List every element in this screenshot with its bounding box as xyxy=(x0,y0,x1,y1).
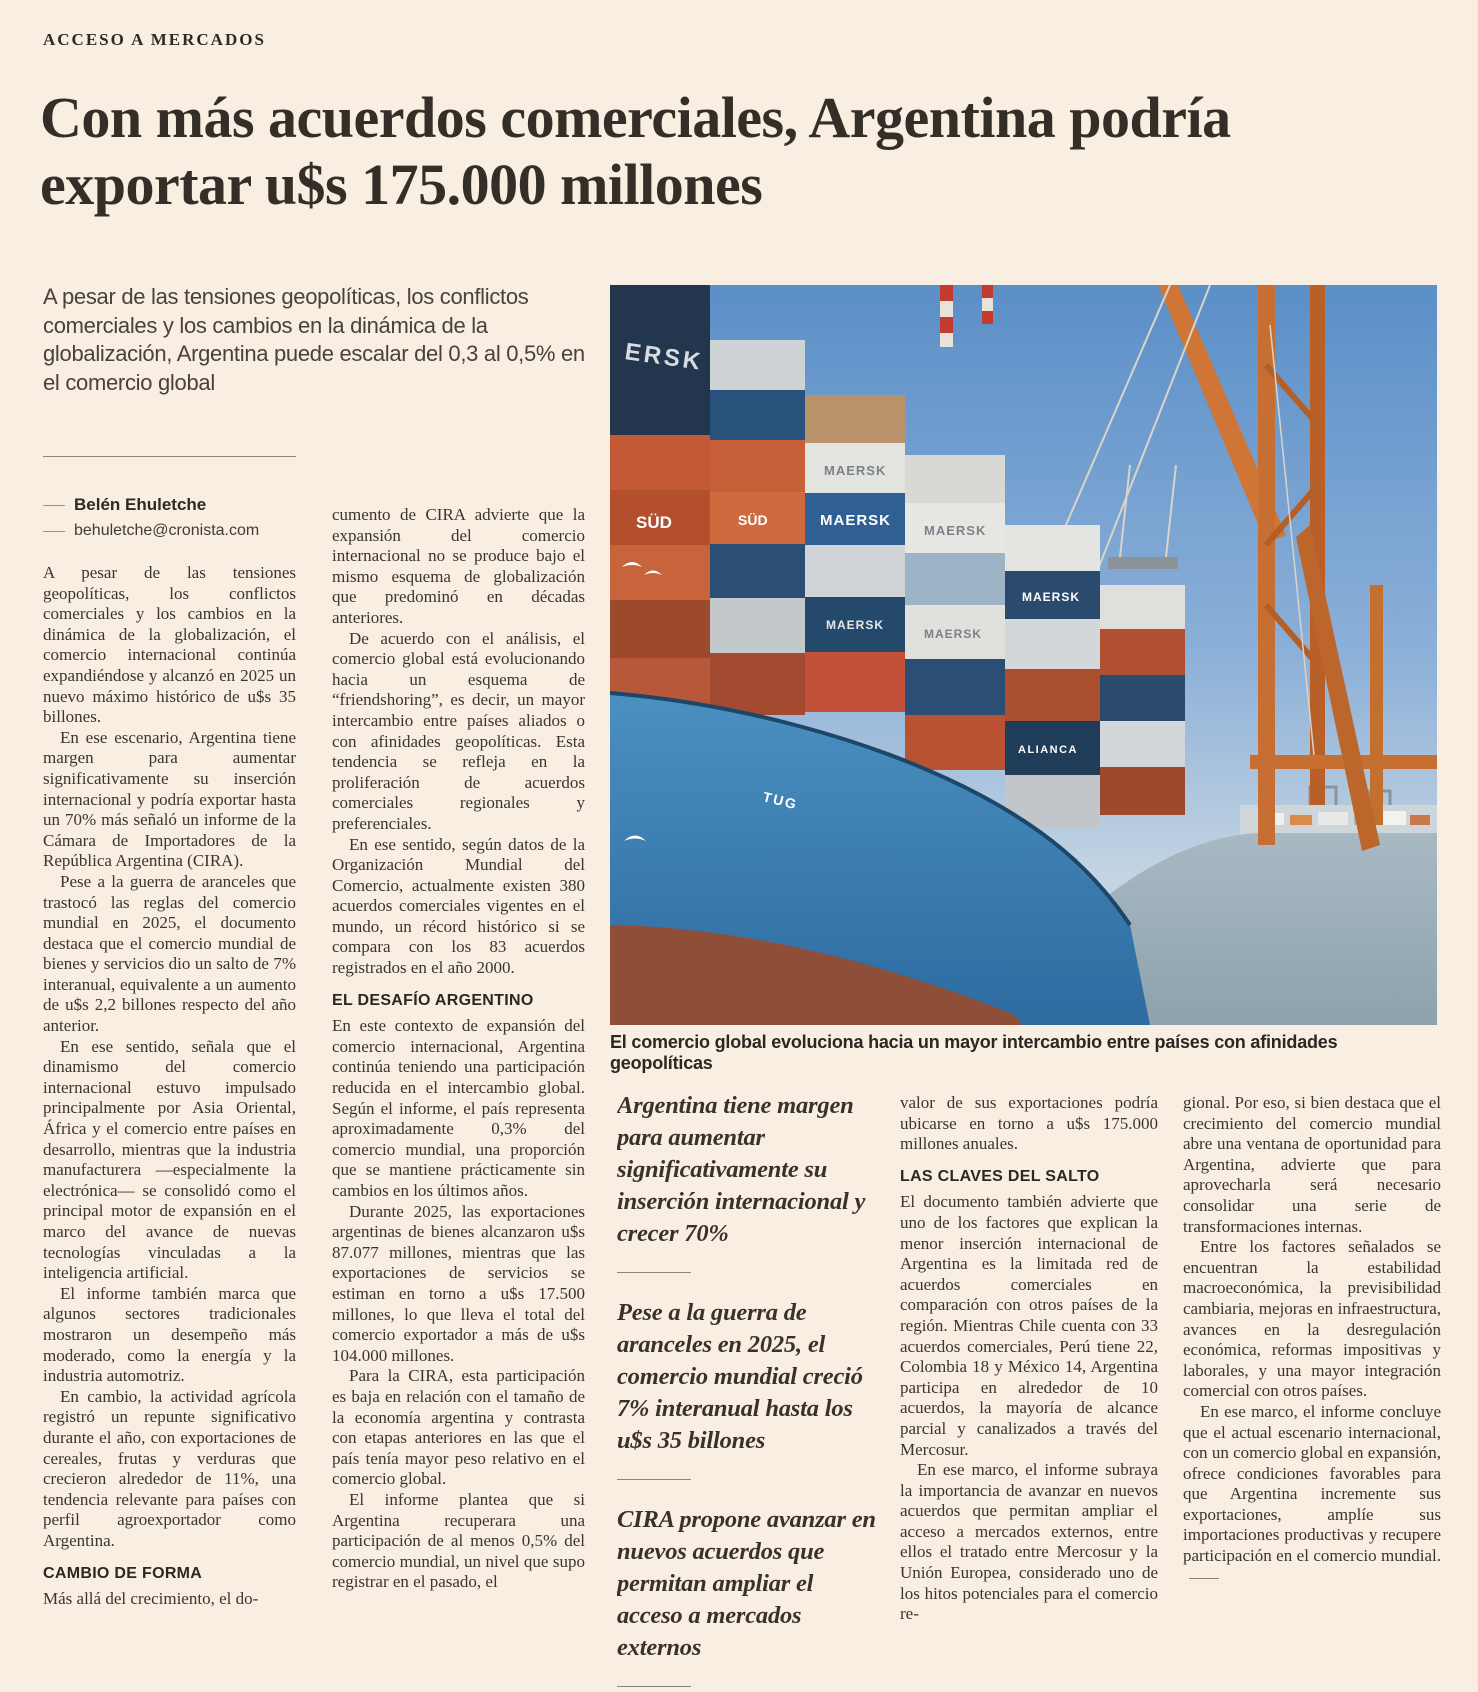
body-paragraph: En ese escenario, Argentina tiene margen para aumentar significativamente su inserción internacional y podría exportar hasta un 70% más señaló un informe de la Cámara de Importadores de la República Argentina (CIRA). xyxy=(43,727,296,871)
pull-quote: CIRA propone avanzar en nuevos acuerdos que permitan ampliar el acceso a mercados externos xyxy=(617,1506,876,1661)
maersk-partial-label: ERSK xyxy=(623,338,705,376)
maersk-label: MAERSK xyxy=(1022,590,1081,604)
body-column-3 xyxy=(900,1093,1158,1678)
body-paragraph: En ese sentido, señala que el dinamismo del comercio internacional estuvo impulsado principalmente por Asia Oriental, África y el comercio entre países en desarrollo, mientras que la industria manufacturera —especialmente la electrónica— se consolidó como el principal motor de expansión en el marco del avance de nuevas tecnologías vinculadas a la inteligencia artificial. xyxy=(43,1036,296,1283)
body-paragraph: En ese marco, el informe concluye que el actual escenario internacional, con un comercio global en expansión, ofrece condiciones favorables para que Argentina incremente sus exportaciones, amplíe sus importaciones productivas y recupere participación en el comercio mundial. xyxy=(1183,1402,1441,1587)
container-ship-illustration xyxy=(610,285,1437,1025)
pull-quote-column xyxy=(617,1090,879,1690)
photo-caption: El comercio global evoluciona hacia un mayor intercambio entre países con afinidades geopolíticas xyxy=(610,1032,1338,1073)
body-paragraph: El documento también advierte que uno de los factores que explican la menor inserción internacional de Argentina es la limitada red de acuerdos comerciales en comparación con otros países de la región. Mientras Chile cuenta con 33 acuerdos comerciales, Perú tiene 22, Colombia 18 y México 14, Argentina participa en alrededor de 10 acuerdos, la mayoría de alcance parcial y canalizados a través del Mercosur. xyxy=(900,1192,1158,1459)
headline: Con más acuerdos comerciales, Argentina podría exportar u$s 175.000 millones xyxy=(40,85,1231,217)
sud-label: SÜD xyxy=(738,512,768,528)
section-header: EL DESAFÍO ARGENTINO xyxy=(332,991,534,1009)
byline-email: behuletche@cronista.com xyxy=(74,522,260,539)
body-paragraph: En cambio, la actividad agrícola registró un repunte significativo durante el año, con exportaciones de cereales, frutas y verduras que crecieron alrededor de 11%, una tendencia relevante para países con perfil agroexportador como Argentina. xyxy=(43,1386,296,1550)
byline-dash xyxy=(43,531,65,532)
divider-rule xyxy=(617,1479,691,1480)
body-paragraph: Pese a la guerra de aranceles que trastocó las reglas del comercio mundial en 2025, el documento destaca que el comercio mundial de bienes y servicios dio un salto de 7% interanual, equivalente a un aumento de u$s 2,2 billones respecto del año anterior. xyxy=(43,871,296,1036)
maersk-label: MAERSK xyxy=(824,463,887,478)
byline-dash xyxy=(43,505,65,506)
body-column-2 xyxy=(332,505,585,1670)
body-column-1 xyxy=(43,563,296,1668)
body-paragraph: El informe también marca que algunos sectores tradicionales mostraron un desempeño más moderado, como la energía y la industria automotriz. xyxy=(43,1283,296,1386)
sud-label: SÜD xyxy=(636,513,672,532)
maersk-label: MAERSK xyxy=(924,627,983,641)
byline xyxy=(43,492,343,544)
body-paragraph: En ese sentido, según datos de la Organización Mundial del Comercio, actualmente existen 380 acuerdos comerciales vigentes en el mundo, un récord histórico si se compara con los 83 acuerdos registrados en el año 2000. xyxy=(332,834,585,978)
body-paragraph: De acuerdo con el análisis, el comercio global está evolucionando hacia un esquema de “friendshoring”, es decir, un mayor intercambio entre países aliados o con afinidades geopolíticas. Esta tendencia se refleja en la proliferación de acuerdos comerciales regionales y preferenciales. xyxy=(332,628,585,833)
body-paragraph: El informe plantea que si Argentina recuperara una participación de al menos 0,5% del comercio mundial, un nivel que supo registrar en el pasado, el xyxy=(332,1489,585,1592)
byline-rule xyxy=(43,456,296,457)
pull-quote: Pese a la guerra de aranceles en 2025, el comercio mundial creció 7% interanual hasta los u$s 35 billones xyxy=(617,1299,863,1454)
body-paragraph: A pesar de las tensiones geopolíticas, los conflictos comerciales y los cambios en la dinámica de la globalización, el comercio internacional continúa expandiéndose y alcanzó en 2025 un nuevo máximo histórico de u$s 35 billones. xyxy=(43,563,296,727)
body-paragraph: Para la CIRA, esta participación es baja en relación con el tamaño de la economía argentina y contrasta con etapas anteriores en las que el país tenía mayor peso relativo en el comercio global. xyxy=(332,1366,585,1489)
maersk-label: MAERSK xyxy=(924,523,987,538)
alianca-label: ALIANCA xyxy=(1018,744,1078,756)
divider-rule xyxy=(617,1272,691,1273)
divider-rule xyxy=(617,1686,691,1687)
tug-label: TUG xyxy=(761,788,800,813)
body-paragraph: Más allá del crecimiento, el do- xyxy=(43,1589,259,1609)
byline-author: Belén Ehuletche xyxy=(74,495,207,514)
lede: A pesar de las tensiones geopolíticas, los conflictos comerciales y los cambios en la dinámica de la globalización, Argentina puede escalar del 0,3 al 0,5% en el comercio global xyxy=(43,284,585,395)
article-photo xyxy=(610,285,1437,1025)
byline-author-row xyxy=(43,492,343,518)
body-paragraph: Durante 2025, las exportaciones argentinas de bienes alcanzaron u$s 87.077 millones, mientras que las exportaciones de servicios se estiman en torno a u$s 17.500 millones, lo que lleva el total del comercio exportador a más de u$s 104.000 millones. xyxy=(332,1201,585,1365)
section-header: LAS CLAVES DEL SALTO xyxy=(900,1167,1100,1185)
body-paragraph: En ese marco, el informe subraya la importancia de avanzar en nuevos acuerdos que permitan ampliar el acceso a mercados externos, entre ellos el tratado entre Mercosur y la Unión Europea, considerado uno de los hitos potenciales para el comercio re- xyxy=(900,1460,1158,1624)
pull-quote: Argentina tiene margen para aumentar significativamente su inserción internacional y crecer 70% xyxy=(617,1092,866,1247)
maersk-label: MAERSK xyxy=(826,618,885,632)
byline-email-row xyxy=(43,518,343,544)
body-paragraph: En este contexto de expansión del comercio internacional, Argentina continúa teniendo una participación reducida en el intercambio global. Según el informe, el país representa aproximadamente 0,3% del comercio mundial, una proporción que se mantiene prácticamente sin cambios en los últimos años. xyxy=(332,1016,585,1200)
body-paragraph: valor de sus exportaciones podría ubicarse en torno a u$s 175.000 millones anuales. xyxy=(900,1093,1158,1154)
section-header: CAMBIO DE FORMA xyxy=(43,1564,203,1582)
body-paragraph: gional. Por eso, si bien destaca que el crecimiento del comercio mundial abre una ventana de oportunidad para Argentina, advierte que para aprovecharla será necesario consolidar una serie de transformaciones internas. xyxy=(1183,1093,1441,1236)
body-column-4 xyxy=(1183,1093,1441,1678)
body-paragraph: cumento de CIRA advierte que la expansión del comercio internacional no se produce bajo el mismo esquema de globalización que predominó en décadas anteriores. xyxy=(332,505,585,627)
body-paragraph: Entre los factores señalados se encuentran la estabilidad macroeconómica, la previsibilidad cambiaria, mejoras en infraestructura, avances en la desregulación económica, reformas impositivas y laborales, y una mayor integración comercial con otros países. xyxy=(1183,1237,1441,1401)
maersk-label: MAERSK xyxy=(820,512,892,529)
kicker: ACCESO A MERCADOS xyxy=(43,30,266,49)
